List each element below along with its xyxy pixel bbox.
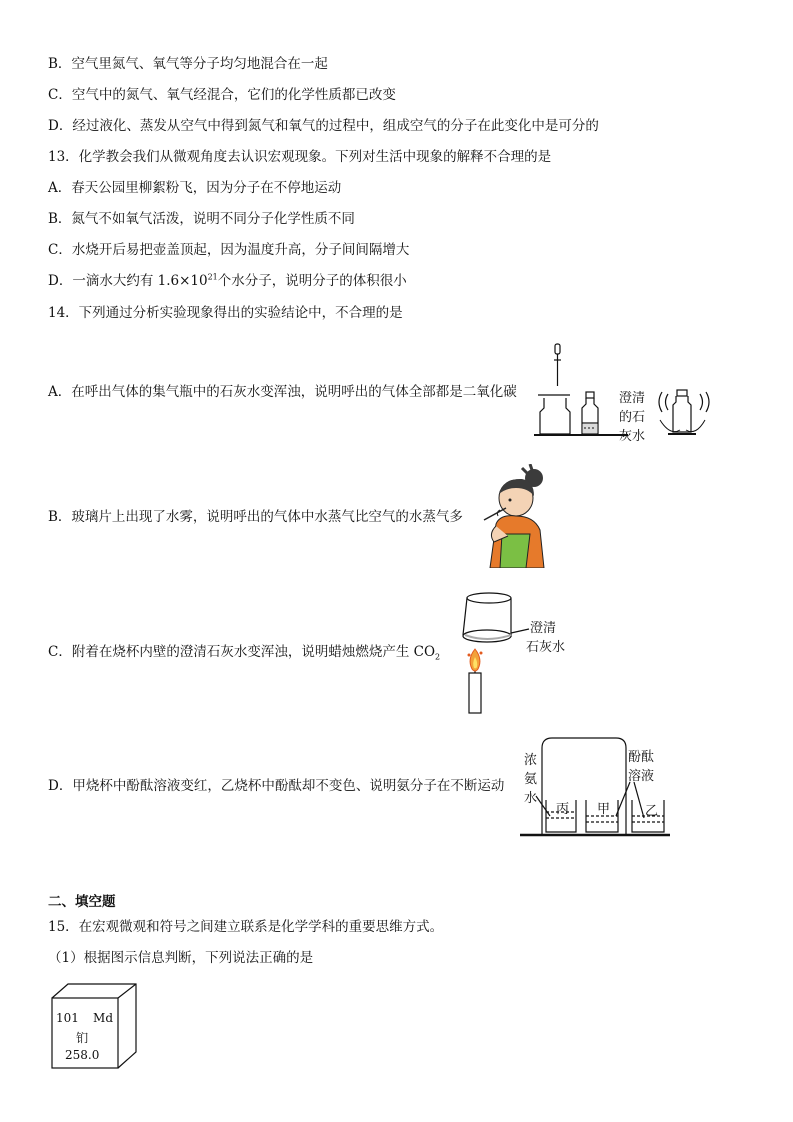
figure-d-label-beaker-jia: 甲 [597,802,611,817]
q13-stem: 13．化学教会我们从微观角度去认识宏观现象。下列对生活中现象的解释不合理的是 [48,149,552,165]
q14-option-c-prefix: C．附着在烧杯内壁的澄清石灰水变浑浊，说明蜡烛燃烧产生 CO [48,644,436,660]
element-atomic-mass: 258.0 [65,1048,100,1062]
q12-option-c: C．空气中的氮气、氧气经混合，它们的化学性质都已改变 [48,87,396,103]
section-title-fill-in: 二、填空题 [48,894,116,910]
q14-option-c [48,643,440,661]
figure-d-label-ammonia-1: 浓 [524,753,538,768]
figure-d-label-phenolphthalein-2: 溶液 [628,769,655,784]
element-symbol: Md [93,1011,113,1025]
figure-d-label-ammonia-3: 水 [524,791,538,806]
figure-d-label-ammonia-2: 氨 [524,772,538,787]
q14-option-d: D．甲烧杯中酚酞溶液变红，乙烧杯中酚酞却不变色、说明氨分子在不断运动 [48,778,505,794]
figure-c-label-1: 澄清 [530,621,557,636]
q13-option-d [48,272,407,290]
q13-option-c: C．水烧开后易把壶盖顶起，因为温度升高，分子间间隔增大 [48,242,410,258]
q14-option-a: A．在呼出气体的集气瓶中的石灰水变浑浊，说明呼出的气体全部都是二氧化碳 [48,384,517,400]
figure-d-label-phenolphthalein-1: 酚酞 [628,750,655,765]
figure-d-label-beaker-bing: 丙 [556,802,570,817]
figure-a-label-1: 澄清 [619,391,646,406]
figure-a-label-2: 的石 [619,410,646,425]
element-name: 钔 [76,1031,89,1045]
q13-option-b: B．氮气不如氧气活泼，说明不同分子化学性质不同 [48,211,355,227]
figure-d-label-beaker-yi: 乙 [645,804,659,819]
q13-option-a: A．春天公园里柳絮粉飞，因为分子在不停地运动 [48,180,342,196]
q13-option-d-prefix: D．一滴水大约有 1.6×10 [48,273,208,289]
q14-option-c-subscript: 2 [435,652,441,662]
q13-option-d-exponent: 21 [207,272,218,282]
q14-stem: 14．下列通过分析实验现象得出的实验结论中，不合理的是 [48,305,403,321]
element-tile [52,998,116,1068]
q12-option-d: D．经过液化、蒸发从空气中得到氮气和氧气的过程中，组成空气的分子在此变化中是可分的 [48,118,599,134]
element-atomic-number: 101 [56,1011,79,1025]
q14-option-b: B．玻璃片上出现了水雾，说明呼出的气体中水蒸气比空气的水蒸气多 [48,509,463,525]
figure-c-label-2: 石灰水 [526,640,566,655]
q12-option-b: B．空气里氮气、氧气等分子均匀地混合在一起 [48,56,328,72]
figure-c-beaker-over-candle [455,585,530,715]
q15-sub1: （1）根据图示信息判断，下列说法正确的是 [48,950,314,966]
q15-stem: 15．在宏观微观和符号之间建立联系是化学学科的重要思维方式。 [48,919,444,935]
q13-option-d-suffix: 个水分子，说明分子的体积很小 [217,273,407,289]
figure-a-label-3: 灰水 [619,429,646,444]
figure-b-girl-breathing-on-glass [482,464,552,568]
